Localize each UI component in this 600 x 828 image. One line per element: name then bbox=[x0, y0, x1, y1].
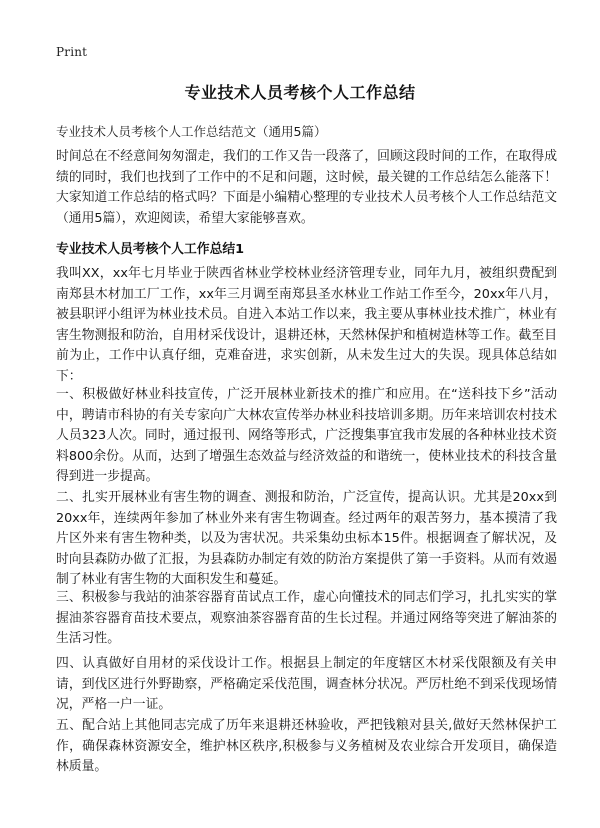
section-heading: 专业技术人员考核个人工作总结1 bbox=[56, 242, 245, 257]
body-paragraph: 五、配合站上其他同志完成了历年来退耕还林验收，严把钱粮对县关,做好天然林保护工作，确保森林资源安全，维护林区秩序,积极参与义务植树及农业综合开发项目，确保造林质量。 bbox=[56, 718, 557, 774]
document-subtitle: 专业技术人员考核个人工作总结范文（通用5篇） bbox=[56, 124, 327, 139]
page-title: 专业技术人员考核个人工作总结 bbox=[184, 83, 416, 102]
body-paragraph: 一、积极做好林业科技宣传，广泛开展林业新技术的推广和应用。在“送科技下乡”活动中，聘请市科协的有关专家向广大林农宣传举办林业科技培训多期。历年来培训农村技术人员323人次。同时，通过报刊、网络等形式，广泛搜集事宜我市发展的各种林业技术资料800余份。从而，达到了增强生态效益与经济效益的和谐统一，使林业技术的科技含量得到进一步提高。 bbox=[56, 387, 557, 484]
body-paragraph: 四、认真做好自用材的采伐设计工作。根据县上制定的年度辖区木材采伐限额及有关申请，到伐区进行外野勘察，严格确定采伐范围，调查林分状况。严厉杜绝不到采伐现场情况，严格一户一证。 bbox=[56, 656, 557, 712]
body-paragraph: 我叫XX，xx年七月毕业于陕西省林业学校林业经济管理专业，同年九月，被组织费配到南郑县木材加工厂工作，xx年三月调至南郑县圣水林业工作站工作至今，20xx年八月，被县职评小组评为林业技术员。自进入本站工作以来，我主要从事林业技术推广，林业有害生物测报和防治，自用材采伐设计，退耕还林，天然林保护和植树造林等工作。截至目前为止，工作中认真仔细，克难奋进，求实创新，从未发生过大的失误。现具体总结如下： bbox=[56, 266, 557, 384]
body-paragraph: 二、扎实开展林业有害生物的调查、测报和防治，广泛宣传，提高认识。尤其是20xx到20xx年，连续两年参加了林业外来有害生物调查。经过两年的艰苦努力，基本摸清了我片区外来有害生物种类，以及为害状况。共采集幼虫标本15件。根据调查了解状况，及时向县森防办做了汇报，为县森防办制定有效的防治方案提供了第一手资料。从而有效遏制了林业有害生物的大面积发生和蔓延。 bbox=[56, 490, 557, 587]
intro-paragraph: 时间总在不经意间匆匆溜走，我们的工作又告一段落了，回顾这段时间的工作，在取得成绩的同时，我们也找到了工作中的不足和问题，这时候，最关键的工作总结怎么能落下！大家知道工作总结的格式吗？下面是小编精心整理的专业技术人员考核个人工作总结范文（通用5篇），欢迎阅读，希望大家能够喜欢。 bbox=[56, 149, 557, 226]
body-paragraph: 三、积极参与我站的油茶容器育苗试点工作，虚心向懂技术的同志们学习，扎扎实实的掌握油茶容器育苗技术要点，观察油茶容器育苗的生长过程。并通过网络等突进了解油茶的生活习性。 bbox=[56, 590, 557, 646]
print-link[interactable]: Print bbox=[56, 45, 88, 59]
